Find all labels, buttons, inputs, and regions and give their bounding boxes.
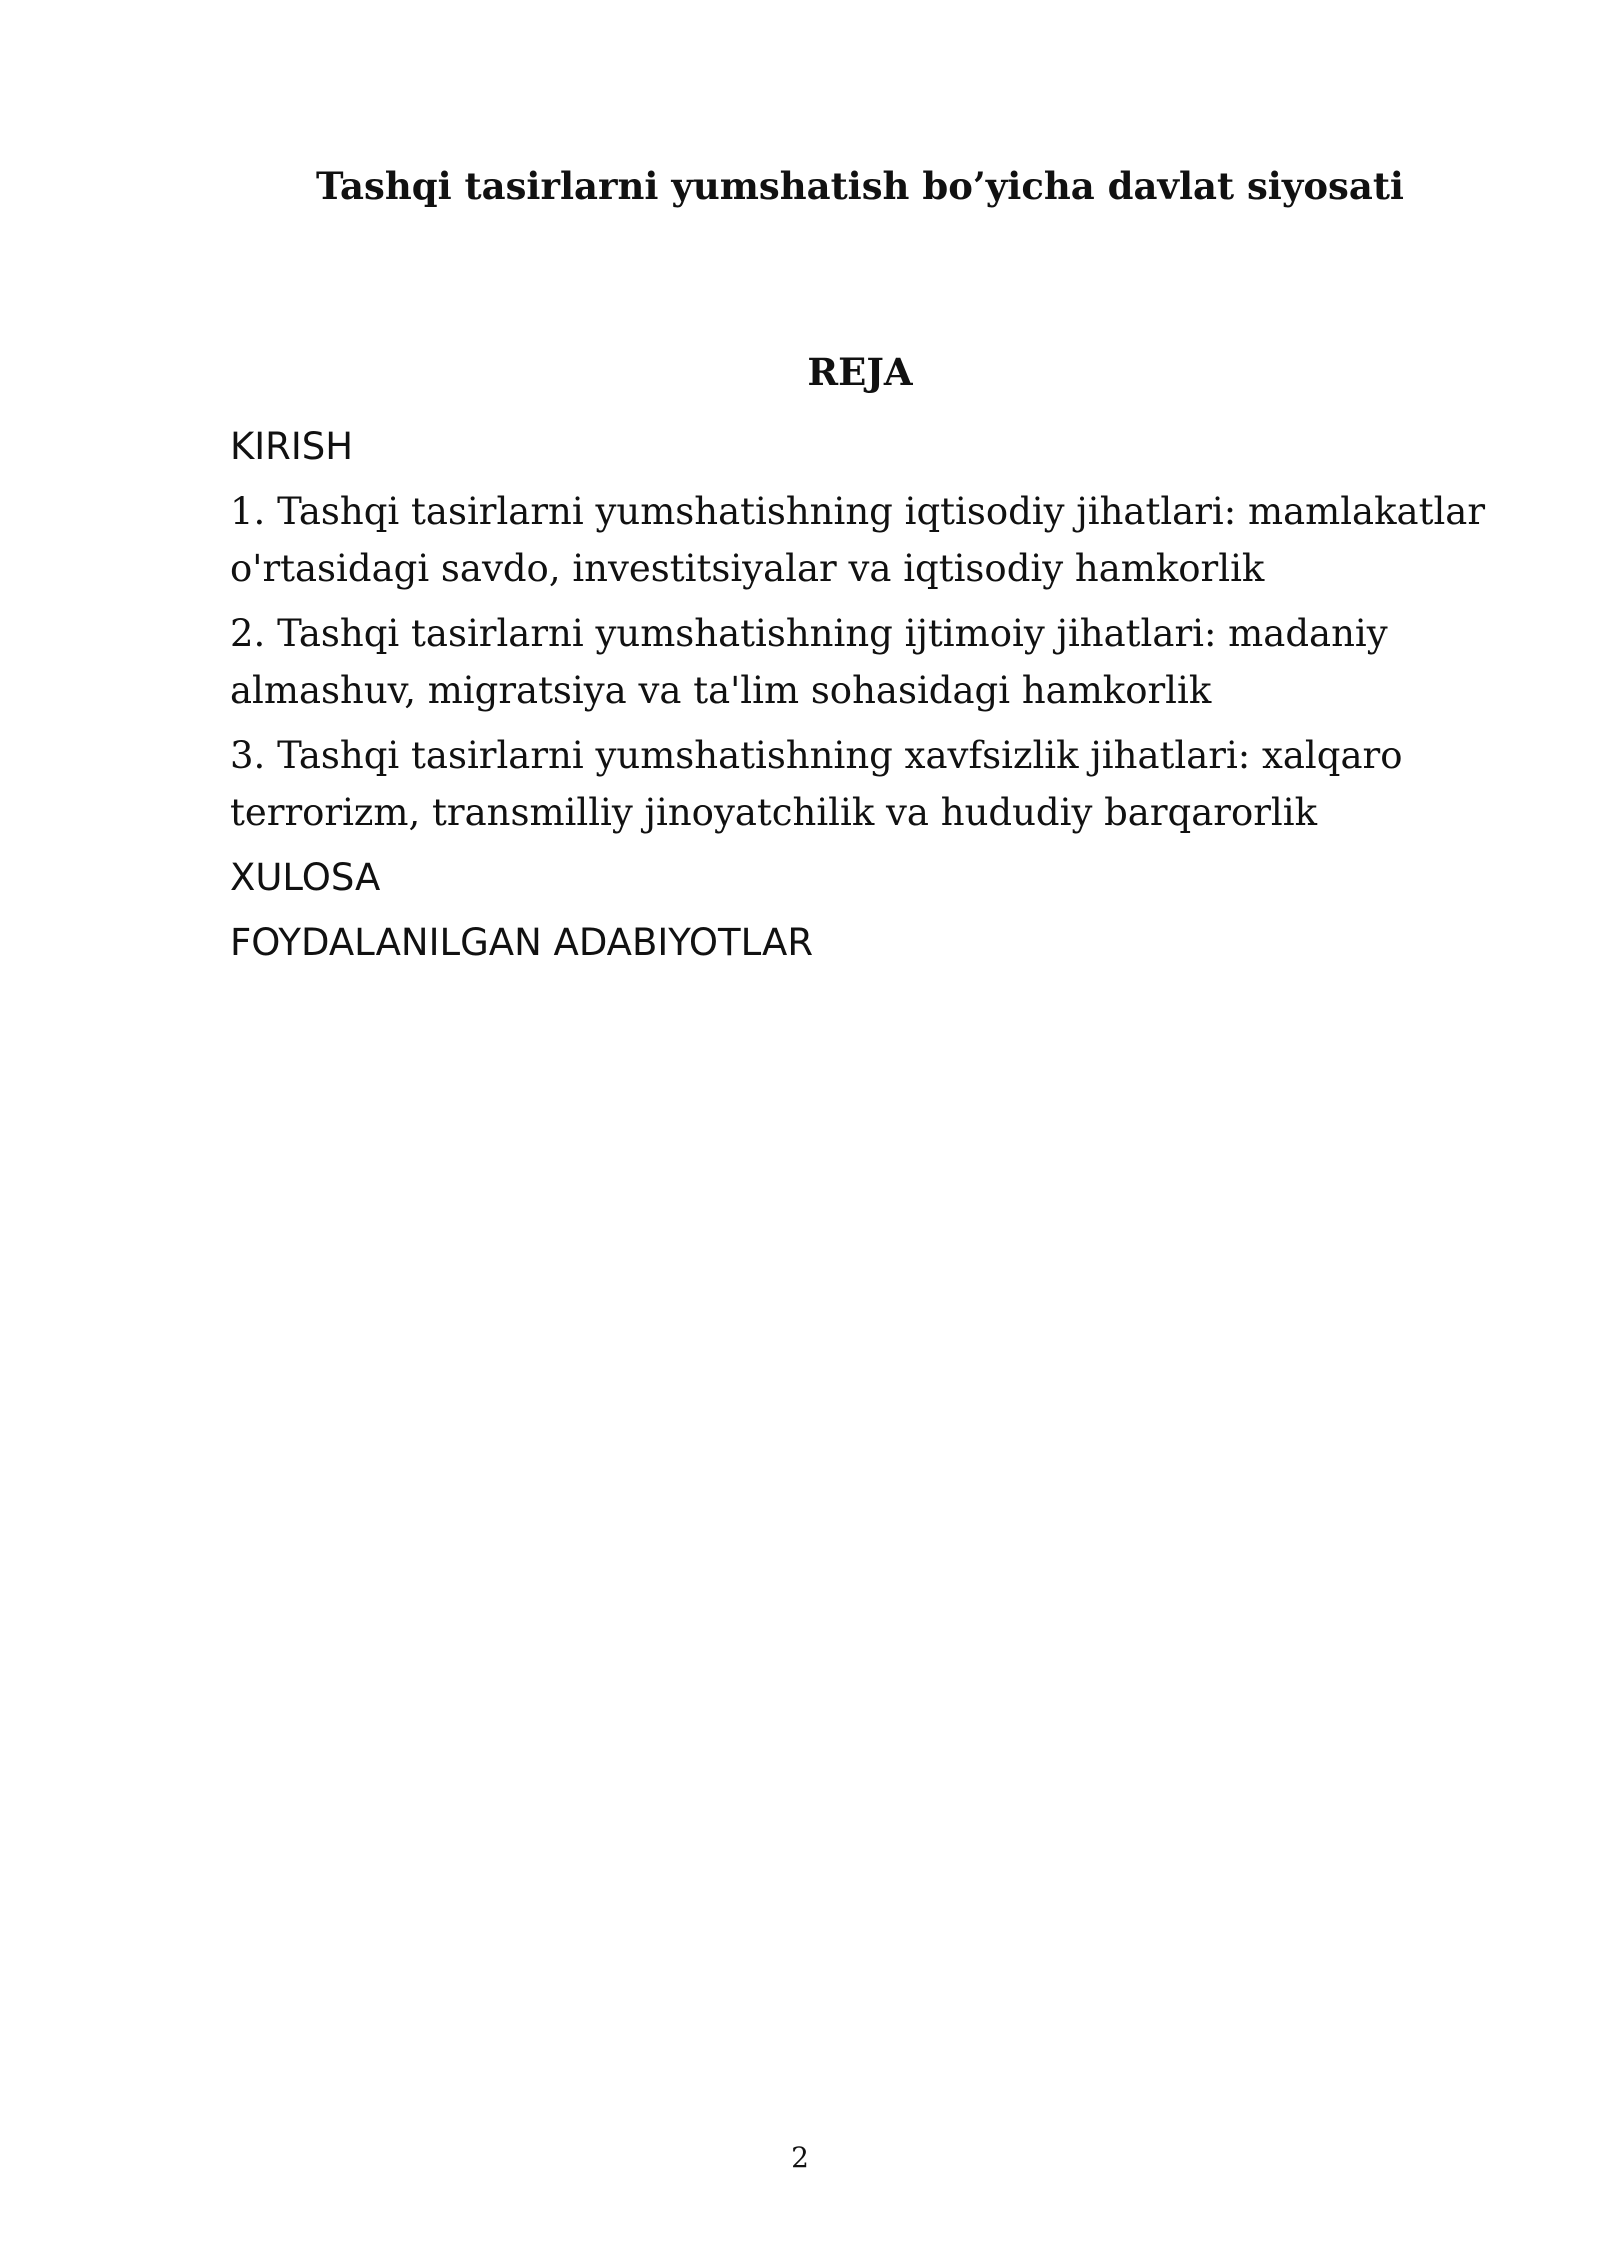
toc-item-2: 2. Tashqi tasirlarni yumshatishning ijtimoiy jihatlari: madaniy almashuv, migratsiya va ta'lim sohasidagi hamkorlik [230,612,1388,712]
page-number: 2 [791,2141,809,2174]
toc-item-3: 3. Tashqi tasirlarni yumshatishning xavfsizlik jihatlari: xalqaro terrorizm, transmilliy jinoyatchilik va hududiy barqarorlik [230,734,1403,834]
toc-item-1: 1. Tashqi tasirlarni yumshatishning iqtisodiy jihatlari: mamlakatlar o'rtasidagi savdo, investitsiyalar va iqtisodiy hamkorlik [230,490,1486,590]
toc-item-intro: KIRISH [230,425,354,468]
document-title: Tashqi tasirlarni yumshatish bo’yicha davlat siyosati [316,164,1404,208]
plan-heading: REJA [807,350,913,394]
table-of-contents [230,418,1490,979]
toc-item-references: FOYDALANILGAN ADABIYOTLAR [230,921,814,964]
toc-item-conclusion: XULOSA [230,856,381,899]
